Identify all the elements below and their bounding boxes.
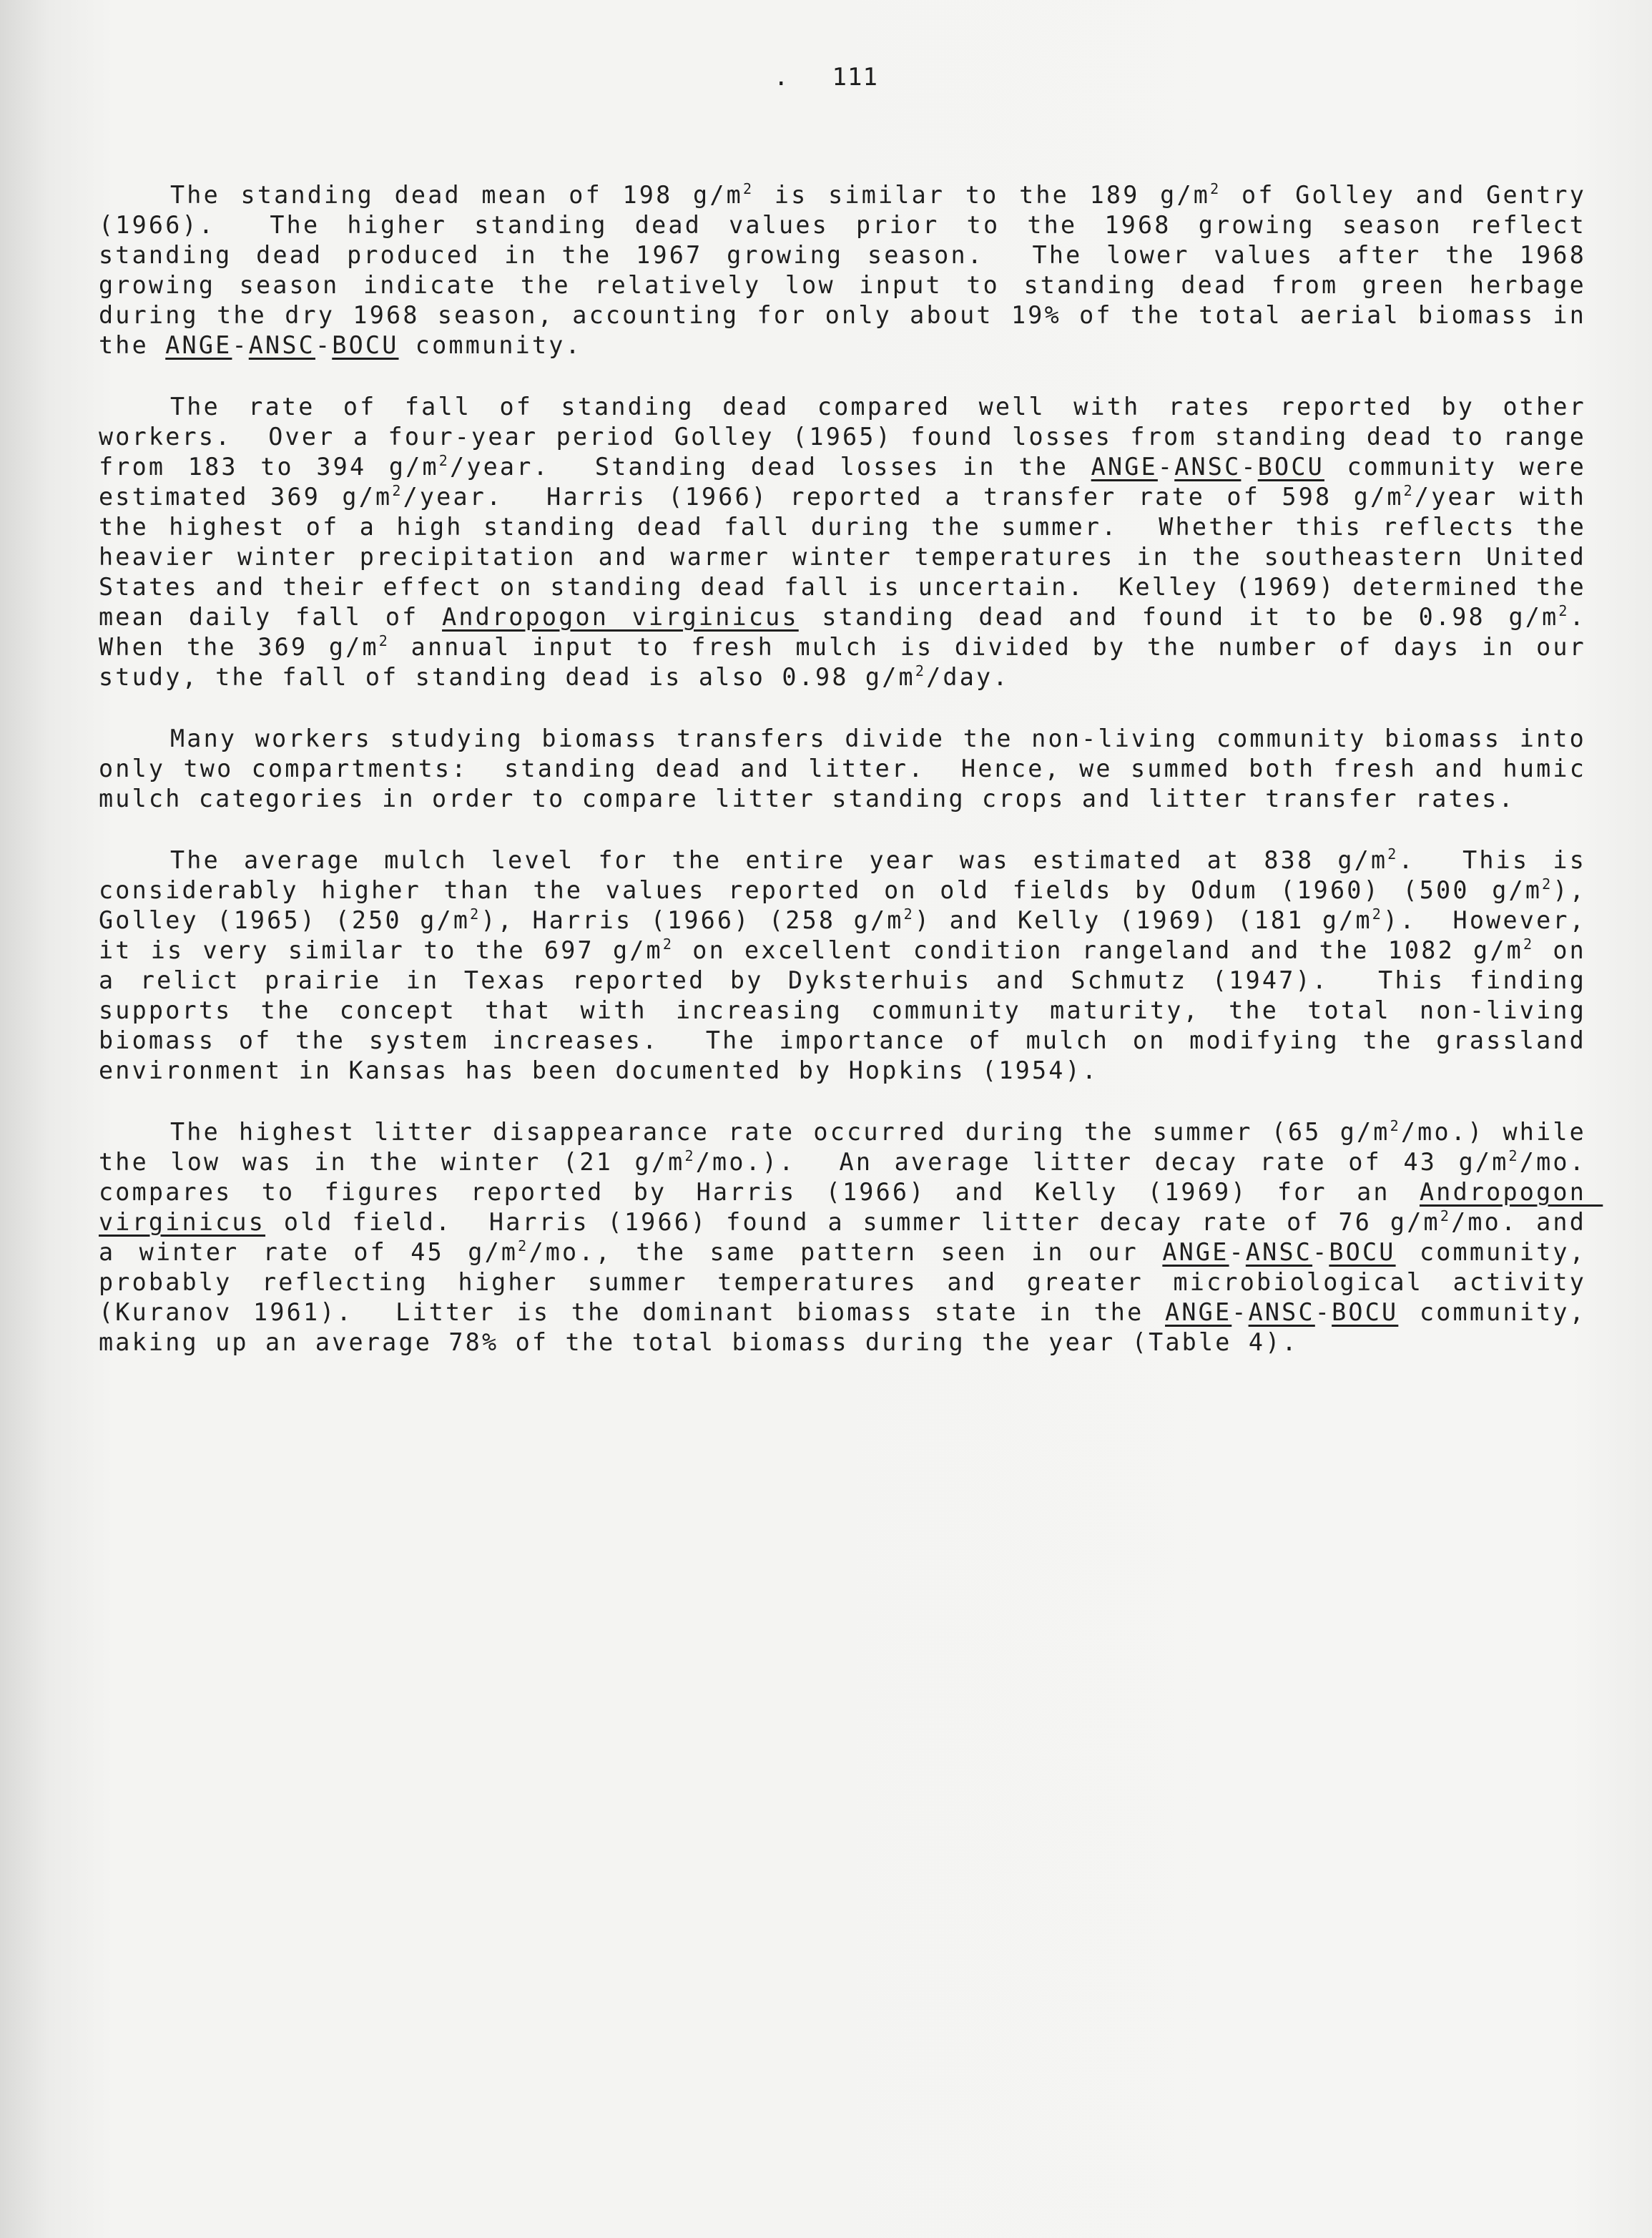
- underlined-term: ANSC: [1248, 1298, 1315, 1326]
- stray-mark: .: [774, 63, 790, 92]
- text-run: /year. Harris (1966) reported a transfer rate of 598 g/m: [403, 483, 1404, 511]
- text-run: on excellent condition rangeland and the 1082 g/m: [674, 936, 1523, 964]
- text-run: /day.: [926, 663, 1010, 691]
- underlined-term: BOCU: [1329, 1238, 1396, 1266]
- superscript: 2: [742, 180, 754, 197]
- text-run: -: [1241, 453, 1258, 481]
- superscript: 2: [1558, 602, 1570, 619]
- underlined-term: ANSC: [248, 331, 315, 359]
- text-run: of Golley and Gentry (1966). The higher standing dead values prior to the 1968 growing season reflect standing dead produced in the 1967 growing season. The lower values after the 1968 growing season indicate the relatively low input to standing dead from green herbage during the dry 1968 season, accounting for only about 19% of the total aerial biomass in the: [99, 181, 1603, 359]
- text-run: -: [1231, 1298, 1249, 1326]
- text-run: The rate of fall of standing dead compared well with rates reported by other workers. Over a four-year period Golley (1965) found losses from standing dead to range from 183 to 394 g/m: [99, 393, 1603, 481]
- text-run: /mo.) while the low was in the winter (21 g/m: [99, 1118, 1603, 1176]
- superscript: 2: [903, 905, 915, 923]
- text-run: ), Harris (1966) (258 g/m: [481, 906, 904, 934]
- superscript: 2: [915, 662, 927, 679]
- text-run: /year with the highest of a high standing dead fall during the summer. Whether this reflects the heavier winter precipitation and warmer winter temperatures in the southeastern United States and their effect on standing dead fall is uncertain. Kelley (1969) determined the mean daily fall of: [99, 483, 1603, 631]
- text-run: -: [1157, 453, 1175, 481]
- superscript: 2: [438, 451, 451, 469]
- text-run: community were estimated 369 g/m: [99, 453, 1603, 511]
- superscript: 2: [1403, 481, 1415, 499]
- text-run: community, making up an average 78% of the total biomass during the year (Table 4).: [99, 1298, 1603, 1356]
- text-run: ), Golley (1965) (250 g/m: [99, 876, 1603, 934]
- underlined-term: BOCU: [1332, 1298, 1399, 1326]
- text-run: -: [315, 331, 333, 359]
- superscript: 2: [684, 1147, 696, 1164]
- paragraph: [99, 845, 1603, 1086]
- superscript: 2: [1390, 1116, 1401, 1134]
- superscript: 2: [1210, 180, 1221, 197]
- text-run: . When the 369 g/m: [99, 603, 1620, 661]
- body-text: [99, 180, 1620, 1389]
- underlined-term: ANGE: [1162, 1238, 1229, 1266]
- text-run: -: [1312, 1238, 1329, 1266]
- underlined-term: ANGE: [165, 331, 232, 359]
- text-run: -: [232, 331, 249, 359]
- superscript: 2: [392, 481, 403, 499]
- underlined-term: BOCU: [1257, 453, 1324, 481]
- page-number: 111: [832, 63, 878, 92]
- text-run: standing dead and found it to be 0.98 g/m: [798, 603, 1559, 631]
- text-run: -: [1314, 1298, 1332, 1326]
- text-run: on a relict prairie in Texas reported by Dyksterhuis and Schmutz (1947). This finding supports the concept that with increasing community maturity, the total non-living biomass of the system increases. The importance of mulch on modifying the grassland environment in Kansas has been documented by Hopkins (1954).: [99, 936, 1603, 1084]
- text-run: ) and Kelly (1969) (181 g/m: [914, 906, 1372, 934]
- superscript: 2: [378, 632, 390, 649]
- text-run: The highest litter disappearance rate occurred during the summer (65 g/m: [170, 1118, 1390, 1146]
- paragraph: [99, 724, 1603, 814]
- underlined-term: ANGE: [1165, 1298, 1232, 1326]
- superscript: 2: [1542, 875, 1553, 893]
- superscript: 2: [1508, 1147, 1520, 1164]
- underlined-term: ANGE: [1091, 453, 1158, 481]
- text-run: community, probably reflecting higher summer temperatures and greater microbiological activity (Kuranov 1961). Litter is the dominant biomass state in the: [99, 1238, 1603, 1326]
- page-number-line: [0, 63, 1652, 92]
- superscript: 2: [1387, 845, 1399, 863]
- text-run: /year. Standing dead losses in the: [450, 453, 1091, 481]
- underlined-term: BOCU: [332, 331, 399, 359]
- superscript: 2: [518, 1237, 529, 1255]
- text-run: is similar to the 189 g/m: [754, 181, 1211, 209]
- text-run: The standing dead mean of 198 g/m: [170, 181, 743, 209]
- superscript: 2: [470, 905, 481, 923]
- text-run: ). However, it is very similar to the 697 g/m: [99, 906, 1603, 964]
- superscript: 2: [1523, 935, 1535, 953]
- paragraph: [99, 180, 1603, 360]
- text-run: Many workers studying biomass transfers divide the non-living community biomass into only two compartments: standing dead and litter. Hence, we summed both fresh and humic mulch categories in order to compare litter standing crops and litter transfer rates.: [99, 725, 1603, 813]
- paragraph: [99, 1116, 1603, 1358]
- text-run: community.: [398, 331, 582, 359]
- underlined-term: ANSC: [1174, 453, 1242, 481]
- text-run: The average mulch level for the entire year was estimated at 838 g/m: [170, 846, 1388, 874]
- text-run: /mo. compares to figures reported by Harris (1966) and Kelly (1969) for an: [99, 1148, 1603, 1206]
- text-run: /mo.). An average litter decay rate of 43 g/m: [695, 1148, 1509, 1176]
- underlined-term: Andropogon virginicus: [442, 603, 799, 631]
- superscript: 2: [662, 935, 674, 953]
- paragraph: [99, 392, 1620, 692]
- text-run: annual input to fresh mulch is divided by the number of days in our study, the fall of standing dead is also 0.98 g/m: [99, 633, 1603, 691]
- underlined-term: ANSC: [1245, 1238, 1313, 1266]
- text-run: . This is considerably higher than the values reported on old fields by Odum (1960) (500 g/m: [99, 846, 1603, 904]
- text-run: old field. Harris (1966) found a summer litter decay rate of 76 g/m: [265, 1208, 1440, 1236]
- underlined-term: Andropogon virginicus: [99, 1178, 1603, 1236]
- text-run: -: [1229, 1238, 1246, 1266]
- superscript: 2: [1440, 1207, 1452, 1224]
- text-run: /mo., the same pattern seen in our: [528, 1238, 1163, 1266]
- text-run: /mo. and a winter rate of 45 g/m: [99, 1208, 1603, 1266]
- superscript: 2: [1372, 905, 1384, 923]
